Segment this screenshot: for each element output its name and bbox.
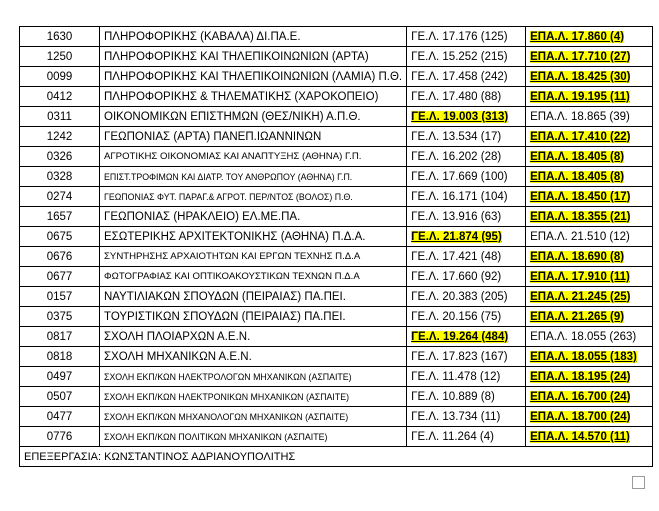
code-cell-text: 1657 [46,210,73,223]
code-cell [20,227,100,247]
code-cell-text: 0676 [46,250,73,263]
code-cell-text: 0311 [47,110,72,123]
scores-table [19,26,653,467]
vocational-lyceum-cell [526,127,653,147]
vocational-lyceum-cell-text: ΕΠΑ.Λ. 18.055 (263) [530,330,637,343]
general-lyceum-cell-text: ΓΕ.Λ. 16.171 (104) [411,190,508,203]
code-cell [20,267,100,287]
general-lyceum-cell [407,87,526,107]
general-lyceum-cell [407,167,526,187]
general-lyceum-cell [407,107,526,127]
code-cell [20,167,100,187]
general-lyceum-cell [407,127,526,147]
general-lyceum-cell-text: ΓΕ.Λ. 16.202 (28) [411,150,502,163]
general-lyceum-cell-text: ΓΕ.Λ. 13.916 (63) [411,210,502,223]
vocational-lyceum-cell-text: ΕΠΑ.Λ. 17.910 (11) [530,270,630,283]
department-cell [100,427,407,447]
department-cell [100,367,407,387]
vocational-lyceum-cell-text: ΕΠΑ.Λ. 19.195 (11) [530,90,630,103]
vocational-lyceum-cell [526,347,653,367]
general-lyceum-cell-text: ΓΕ.Λ. 11.264 (4) [411,430,494,443]
vocational-lyceum-cell [526,247,653,267]
general-lyceum-cell [407,327,526,347]
code-cell-text: 0274 [46,190,73,203]
code-cell-text: 0675 [46,230,73,243]
department-cell-text: ΣΧΟΛΗ ΕΚΠ/ΚΩΝ ΠΟΛΙΤΙΚΩΝ ΜΗΧΑΝΙΚΩΝ (ΑΣΠΑΙΤΕ) [104,431,328,442]
table-row [20,127,653,147]
department-cell [100,107,407,127]
code-cell [20,427,100,447]
department-cell-text: ΣΧΟΛΗ ΜΗΧΑΝΙΚΩΝ Α.Ε.Ν. [104,350,252,363]
department-cell-text: ΤΟΥΡΙΣΤΙΚΩΝ ΣΠΟΥΔΩΝ (ΠΕΙΡΑΙΑΣ) ΠΑ.ΠΕΙ. [104,310,346,323]
general-lyceum-cell [407,247,526,267]
scores-table-body [20,27,653,447]
general-lyceum-cell-text: ΓΕ.Λ. 20.383 (205) [411,290,508,303]
table-row [20,247,653,267]
general-lyceum-cell-text: ΓΕ.Λ. 17.669 (100) [411,170,508,183]
vocational-lyceum-cell-text: ΕΠΑ.Λ. 18.405 (8) [530,150,625,163]
department-cell-text: ΣΥΝΤΗΡΗΣΗΣ ΑΡΧΑΙΟΤΗΤΩΝ ΚΑΙ ΕΡΓΩΝ ΤΕΧΝΗΣ Π.Δ.Α [104,251,361,262]
code-cell-text: 0507 [46,390,73,403]
general-lyceum-cell-text: ΓΕ.Λ. 17.421 (48) [411,250,502,263]
code-cell [20,307,100,327]
footer-row [20,447,653,467]
table-row [20,327,653,347]
general-lyceum-cell [407,227,526,247]
code-cell-text: 0497 [46,370,73,383]
vocational-lyceum-cell [526,167,653,187]
general-lyceum-cell [407,207,526,227]
general-lyceum-cell [407,407,526,427]
department-cell-text: ΣΧΟΛΗ ΠΛΟΙΑΡΧΩΝ Α.Ε.Ν. [104,330,251,343]
department-cell [100,27,407,47]
department-cell [100,307,407,327]
general-lyceum-cell-text: ΓΕ.Λ. 13.534 (17) [411,130,502,143]
vocational-lyceum-cell [526,427,653,447]
vocational-lyceum-cell-text: ΕΠΑ.Λ. 18.690 (8) [530,250,625,263]
vocational-lyceum-cell-text: ΕΠΑ.Λ. 17.410 (22) [530,130,631,143]
department-cell-text: ΟΙΚΟΝΟΜΙΚΩΝ ΕΠΙΣΤΗΜΩΝ (ΘΕΣ/ΝΙΚΗ) Α.Π.Θ. [104,110,361,123]
code-cell [20,247,100,267]
department-cell-text: ΦΩΤΟΓΡΑΦΙΑΣ ΚΑΙ ΟΠΤΙΚΟΑΚΟΥΣΤΙΚΩΝ ΤΕΧΝΩΝ Π.Δ.Α [104,271,360,282]
table-row [20,87,653,107]
code-cell [20,67,100,87]
table-row [20,107,653,127]
code-cell-text: 0776 [46,430,73,443]
table-row [20,307,653,327]
department-cell [100,387,407,407]
vocational-lyceum-cell [526,267,653,287]
general-lyceum-cell [407,387,526,407]
vocational-lyceum-cell-text: ΕΠΑ.Λ. 18.450 (17) [530,190,631,203]
vocational-lyceum-cell-text: ΕΠΑ.Λ. 21.265 (9) [530,310,625,323]
general-lyceum-cell [407,187,526,207]
code-cell-text: 0818 [46,350,73,363]
general-lyceum-cell [407,47,526,67]
code-cell [20,127,100,147]
general-lyceum-cell-text: ΓΕ.Λ. 19.264 (484) [411,330,509,343]
vocational-lyceum-cell [526,207,653,227]
code-cell-text: 0157 [46,290,73,303]
vocational-lyceum-cell-text: ΕΠΑ.Λ. 18.700 (24) [530,410,631,423]
table-row [20,27,653,47]
department-cell [100,227,407,247]
general-lyceum-cell [407,67,526,87]
vocational-lyceum-cell [526,227,653,247]
general-lyceum-cell [407,287,526,307]
general-lyceum-cell-text: ΓΕ.Λ. 13.734 (11) [411,410,501,423]
table-row [20,47,653,67]
table-row [20,267,653,287]
general-lyceum-cell-text: ΓΕ.Λ. 20.156 (75) [411,310,502,323]
code-cell [20,327,100,347]
vocational-lyceum-cell [526,67,653,87]
code-cell-text: 0328 [46,170,73,183]
code-cell-text: 0477 [46,410,73,423]
department-cell-text: ΑΓΡΟΤΙΚΗΣ ΟΙΚΟΝΟΜΙΑΣ ΚΑΙ ΑΝΑΠΤΥΞΗΣ (ΑΘΗΝΑ) Γ.Π. [104,151,362,162]
vocational-lyceum-cell [526,187,653,207]
table-row [20,347,653,367]
table-row [20,207,653,227]
vocational-lyceum-cell-text: ΕΠΑ.Λ. 18.425 (30) [530,70,631,83]
vocational-lyceum-cell [526,147,653,167]
vocational-lyceum-cell-text: ΕΠΑ.Λ. 21.245 (25) [530,290,631,303]
table-row [20,427,653,447]
department-cell-text: ΕΣΩΤΕΡΙΚΗΣ ΑΡΧΙΤΕΚΤΟΝΙΚΗΣ (ΑΘΗΝΑ) Π.Δ.Α. [104,230,366,243]
department-cell-text: ΠΛΗΡΟΦΟΡΙΚΗΣ ΚΑΙ ΤΗΛΕΠΙΚΟΙΝΩΝΙΩΝ (ΛΑΜΙΑ) Π.Θ. [104,70,403,83]
code-cell-text: 1242 [46,130,73,143]
code-cell [20,27,100,47]
department-cell [100,407,407,427]
general-lyceum-cell [407,347,526,367]
general-lyceum-cell-text: ΓΕ.Λ. 17.176 (125) [411,30,508,43]
table-row [20,387,653,407]
vocational-lyceum-cell-text: ΕΠΑ.Λ. 17.860 (4) [530,30,625,43]
vocational-lyceum-cell [526,87,653,107]
department-cell-text: ΝΑΥΤΙΛΙΑΚΩΝ ΣΠΟΥΔΩΝ (ΠΕΙΡΑΙΑΣ) ΠΑ.ΠΕΙ. [104,290,346,303]
vocational-lyceum-cell [526,307,653,327]
code-cell-text: 0412 [46,90,73,103]
table-row [20,407,653,427]
vocational-lyceum-cell-text: ΕΠΑ.Λ. 17.710 (27) [530,50,631,63]
code-cell [20,407,100,427]
general-lyceum-cell-text: ΓΕ.Λ. 21.874 (95) [411,230,502,243]
department-cell-text: ΠΛΗΡΟΦΟΡΙΚΗΣ & ΤΗΛΕΜΑΤΙΚΗΣ (ΧΑΡΟΚΟΠΕΙΟ) [104,90,379,103]
code-cell-text: 0099 [46,70,73,83]
department-cell [100,347,407,367]
code-cell-text: 0326 [46,150,73,163]
vocational-lyceum-cell-text: ΕΠΑ.Λ. 14.570 (11) [530,430,630,443]
general-lyceum-cell-text: ΓΕ.Λ. 19.003 (313) [411,110,509,123]
department-cell-text: ΣΧΟΛΗ ΕΚΠ/ΚΩΝ ΗΛΕΚΤΡΟΝΙΚΩΝ ΜΗΧΑΝΙΚΩΝ (ΑΣΠΑΙΤΕ) [104,391,350,402]
code-cell-text: 1250 [46,50,73,63]
general-lyceum-cell-text: ΓΕ.Λ. 15.252 (215) [411,50,508,63]
vocational-lyceum-cell [526,407,653,427]
vocational-lyceum-cell-text: ΕΠΑ.Λ. 18.355 (21) [530,210,631,223]
table-row [20,367,653,387]
department-cell [100,47,407,67]
department-cell-text: ΣΧΟΛΗ ΕΚΠ/ΚΩΝ ΗΛΕΚΤΡΟΛΟΓΩΝ ΜΗΧΑΝΙΚΩΝ (ΑΣΠΑΙΤΕ) [104,371,352,382]
general-lyceum-cell-text: ΓΕ.Λ. 17.660 (92) [411,270,502,283]
vocational-lyceum-cell-text: ΕΠΑ.Λ. 18.055 (183) [530,350,637,363]
table-row [20,167,653,187]
department-cell-text: ΕΠΙΣΤ.ΤΡΟΦΙΜΩΝ ΚΑΙ ΔΙΑΤΡ. ΤΟΥ ΑΝΘΡΩΠΟΥ (ΑΘΗΝΑ) Γ.Π. [104,171,353,182]
general-lyceum-cell [407,27,526,47]
code-cell-text: 0677 [46,270,73,283]
general-lyceum-cell [407,307,526,327]
table-row [20,147,653,167]
general-lyceum-cell [407,147,526,167]
general-lyceum-cell [407,267,526,287]
department-cell [100,87,407,107]
general-lyceum-cell-text: ΓΕ.Λ. 17.458 (242) [411,70,508,83]
department-cell [100,327,407,347]
vocational-lyceum-cell-text: ΕΠΑ.Λ. 18.195 (24) [530,370,631,383]
vocational-lyceum-cell-text: ΕΠΑ.Λ. 18.405 (8) [530,170,625,183]
vocational-lyceum-cell [526,287,653,307]
department-cell-text: ΓΕΩΠΟΝΙΑΣ ΦΥΤ. ΠΑΡΑΓ.& ΑΓΡΟΤ. ΠΕΡ/ΝΤΟΣ (ΒΟΛΟΣ) Π.Θ. [104,191,353,202]
footer-credit: ΕΠΕΞΕΡΓΑΣΙΑ: ΚΩΝΣΤΑΝΤΙΝΟΣ ΑΔΡΙΑΝΟΥΠΟΛΙΤΗΣ [20,447,653,467]
code-cell [20,387,100,407]
general-lyceum-cell-text: ΓΕ.Λ. 10.889 (8) [411,390,495,403]
code-cell-text: 1630 [46,30,73,43]
vocational-lyceum-cell-text: ΕΠΑ.Λ. 21.510 (12) [530,230,630,243]
vocational-lyceum-cell [526,27,653,47]
department-cell-text: ΓΕΩΠΟΝΙΑΣ (ΗΡΑΚΛΕΙΟ) ΕΛ.ΜΕ.ΠΑ. [104,210,301,223]
code-cell [20,367,100,387]
vocational-lyceum-cell [526,367,653,387]
table-row [20,287,653,307]
department-cell-text: ΣΧΟΛΗ ΕΚΠ/ΚΩΝ ΜΗΧΑΝΟΛΟΓΩΝ ΜΗΧΑΝΙΚΩΝ (ΑΣΠΑΙΤΕ) [104,411,349,422]
department-cell-text: ΠΛΗΡΟΦΟΡΙΚΗΣ (ΚΑΒΑΛΑ) ΔΙ.ΠΑ.Ε. [104,30,301,43]
vocational-lyceum-cell-text: ΕΠΑ.Λ. 16.700 (24) [530,390,631,403]
code-cell [20,187,100,207]
vocational-lyceum-cell-text: ΕΠΑ.Λ. 18.865 (39) [530,110,630,123]
department-cell [100,127,407,147]
general-lyceum-cell-text: ΓΕ.Λ. 17.823 (167) [411,350,508,363]
table-resize-handle[interactable] [632,476,645,489]
code-cell [20,47,100,67]
department-cell [100,167,407,187]
code-cell [20,287,100,307]
table-row [20,227,653,247]
general-lyceum-cell [407,367,526,387]
general-lyceum-cell [407,427,526,447]
vocational-lyceum-cell [526,387,653,407]
vocational-lyceum-cell [526,107,653,127]
code-cell [20,347,100,367]
department-cell [100,287,407,307]
department-cell-text: ΓΕΩΠΟΝΙΑΣ (ΑΡΤΑ) ΠΑΝΕΠ.ΙΩΑΝΝΙΝΩΝ [104,130,322,143]
code-cell [20,87,100,107]
department-cell [100,247,407,267]
department-cell [100,187,407,207]
table-row [20,187,653,207]
general-lyceum-cell-text: ΓΕ.Λ. 17.480 (88) [411,90,502,103]
table-row [20,67,653,87]
code-cell [20,207,100,227]
department-cell [100,207,407,227]
code-cell [20,147,100,167]
vocational-lyceum-cell [526,327,653,347]
department-cell [100,267,407,287]
general-lyceum-cell-text: ΓΕ.Λ. 11.478 (12) [411,370,501,383]
code-cell [20,107,100,127]
code-cell-text: 0375 [46,310,73,323]
department-cell-text: ΠΛΗΡΟΦΟΡΙΚΗΣ ΚΑΙ ΤΗΛΕΠΙΚΟΙΝΩΝΙΩΝ (ΑΡΤΑ) [104,50,369,63]
department-cell [100,67,407,87]
department-cell [100,147,407,167]
code-cell-text: 0817 [46,330,73,343]
vocational-lyceum-cell [526,47,653,67]
